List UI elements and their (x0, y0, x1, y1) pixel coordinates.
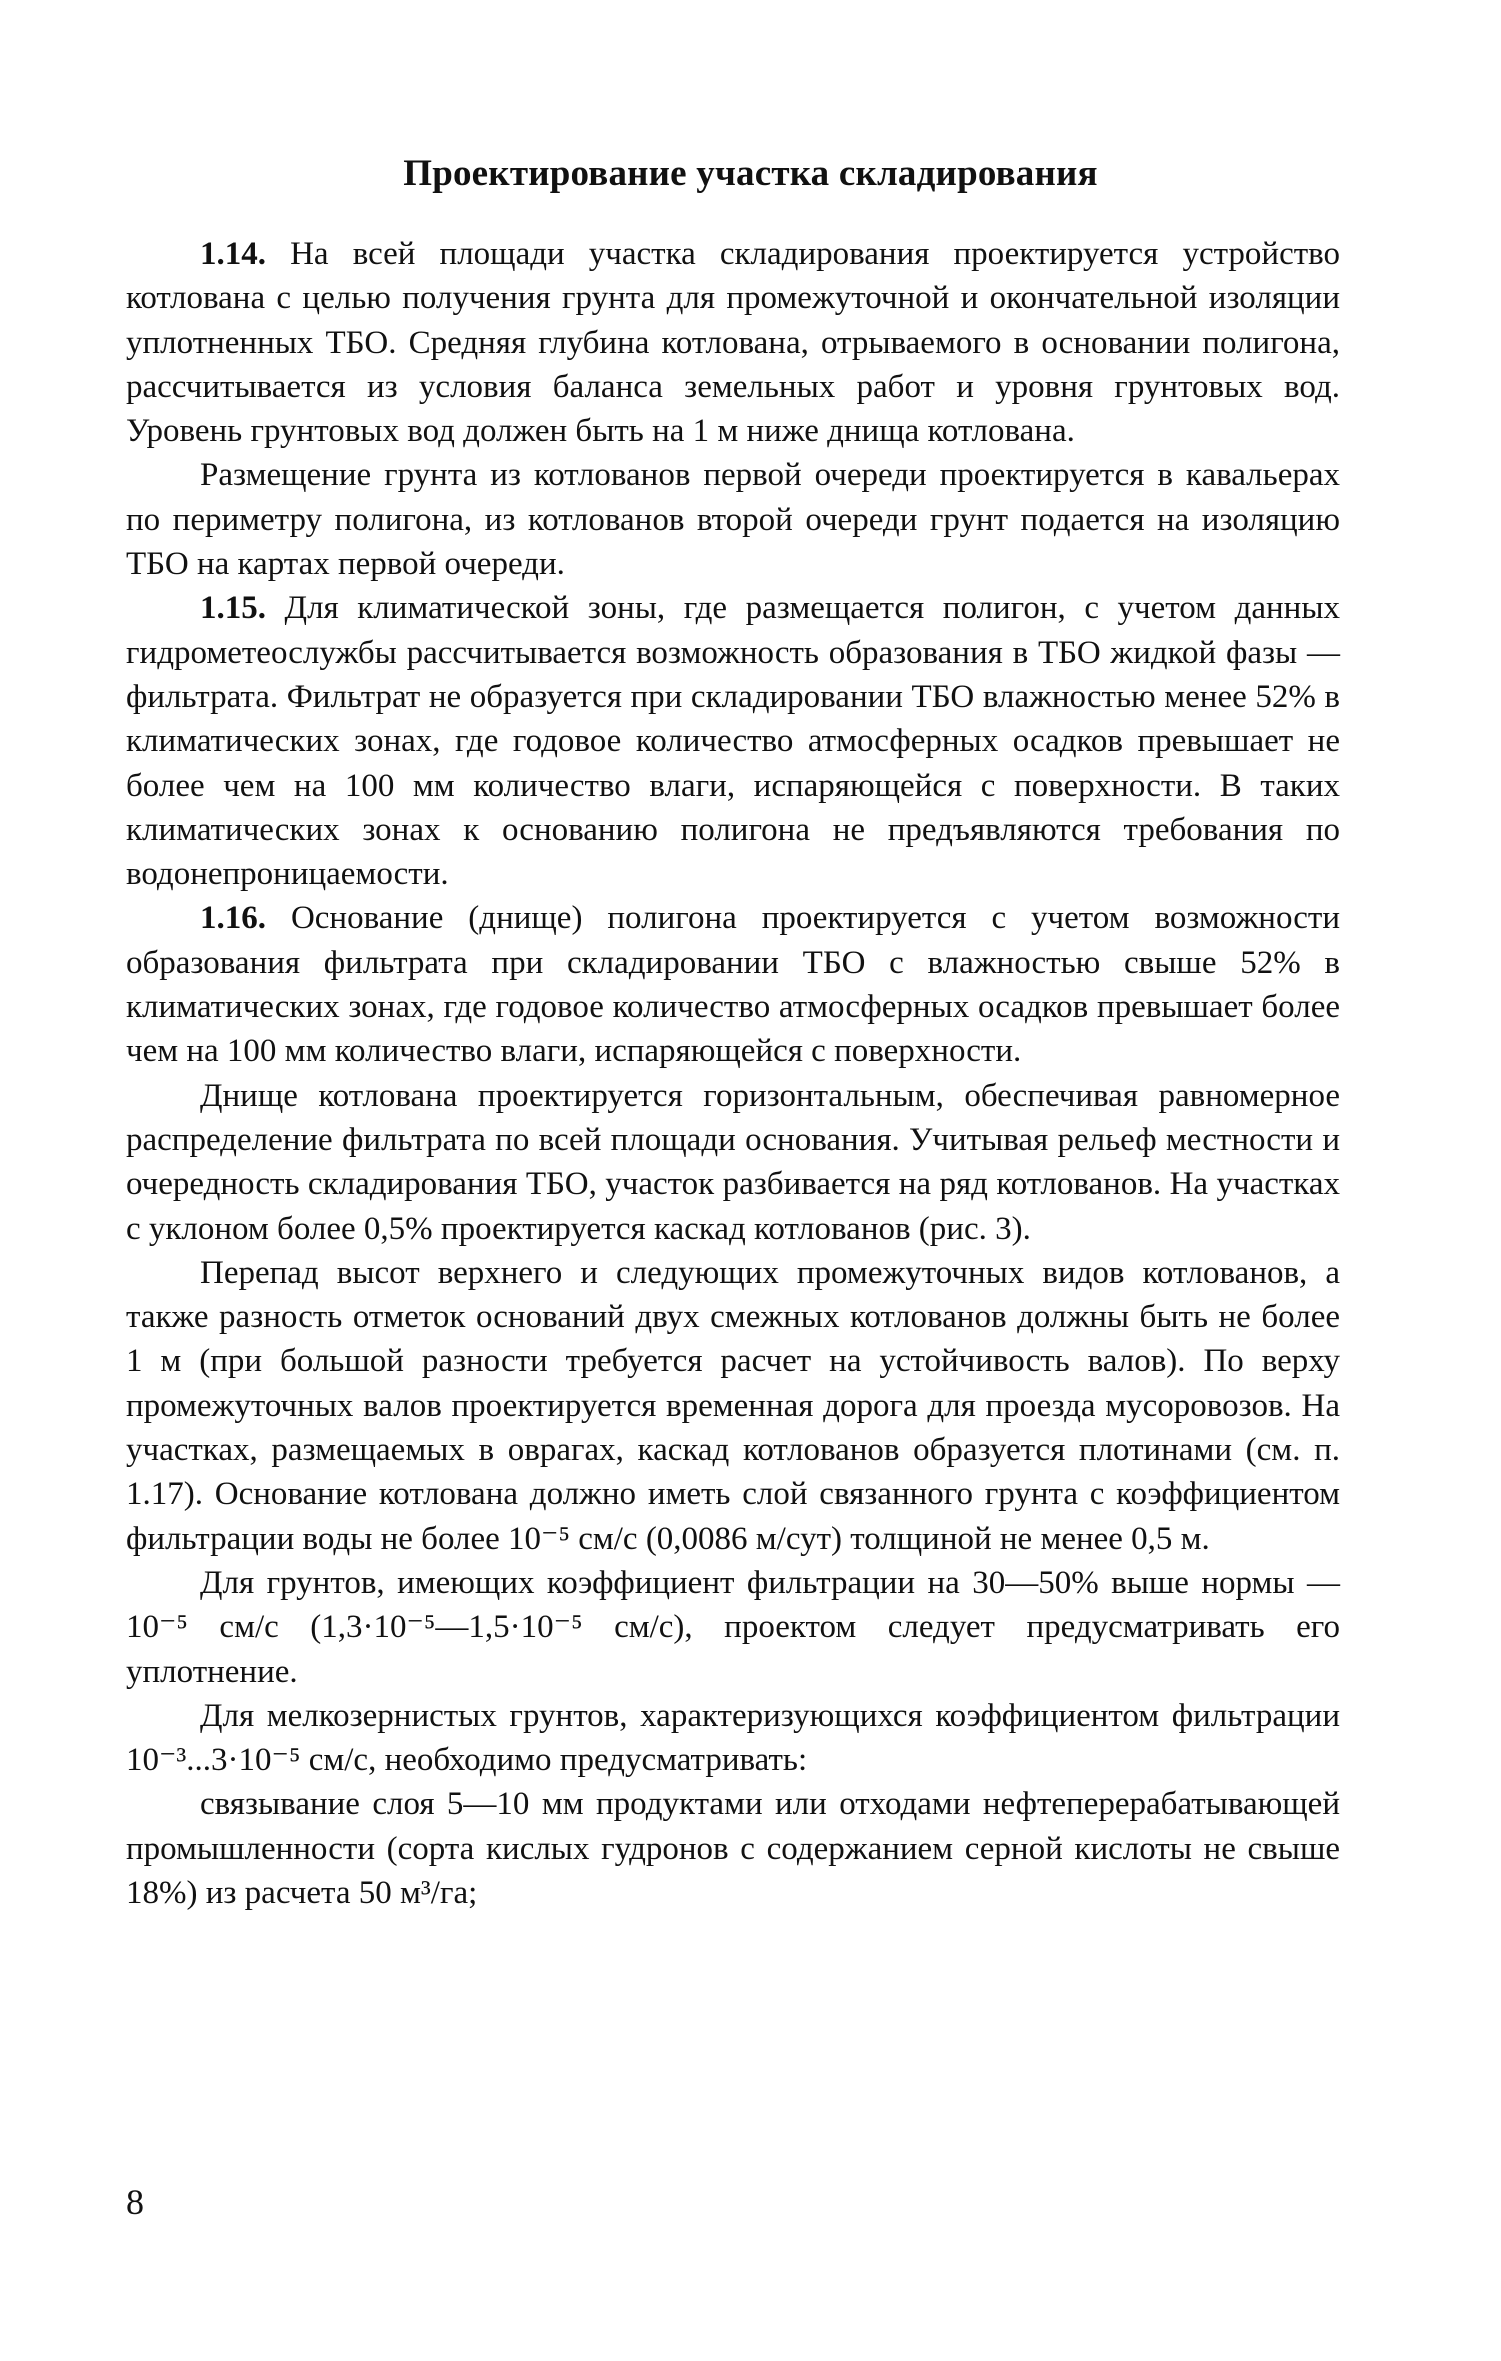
clause-number: 1.16. (200, 900, 266, 937)
paragraph-fine-soils (126, 1694, 1340, 1783)
paragraph-soil-compaction (126, 1561, 1340, 1694)
paragraph-text: Днище котлована проектируется горизонтальным, обеспечивая равномерное распределение фильтрата по всей площади основания. Учитывая рельеф местности и очередность складирования ТБО, участок разбивается на ряд котлованов. На участках с уклоном более 0,5% проектируется каскад котлованов (рис. 3). (126, 1077, 1340, 1247)
section-heading: Проектирование участка складирования (403, 153, 1098, 194)
paragraph-text: Для грунтов, имеющих коэффициент фильтрации на 30—50% выше нормы — 10⁻⁵ см/с (1,3·10⁻⁵—1,5·10⁻⁵ см/с), проектом следует предусматривать его уплотнение. (126, 1564, 1340, 1690)
paragraph-text: Основание (днище) полигона проектируется с учетом возможности образования фильтрата при складировании ТБО с влажностью свыше 52% в климатических зонах, где годовое количество атмосферных осадков превышает более чем на 100 мм количество влаги, испаряющейся с поверхности. (126, 900, 1340, 1070)
paragraph-1-15 (126, 586, 1340, 896)
paragraph-text: На всей площади участка складирования проектируется устройство котлована с целью получения грунта для промежуточной и окончательной изоляции уплотненных ТБО. Средняя глубина котлована, отрываемого в основании полигона, рассчитывается из условия баланса земельных работ и уровня грунтовых вод. Уровень грунтовых вод должен быть на 1 м ниже днища котлована. (126, 236, 1340, 450)
paragraph-height-difference (126, 1251, 1340, 1561)
page-number: 8 (126, 2182, 144, 2222)
paragraph-text: Для климатической зоны, где размещается полигон, с учетом данных гидрометеослужбы рассчитывается возможность образования в ТБО жидкой фазы — фильтрата. Фильтрат не образуется при складировании ТБО влажностью менее 52% в климатических зонах, где годовое количество атмосферных осадков превышает не более чем на 100 мм количество влаги, испаряющейся с поверхности. В таких климатических зонах к основанию полигона не предъявляются требования по водонепроницаемости. (126, 590, 1340, 893)
paragraph-text: связывание слоя 5—10 мм продуктами или отходами нефтеперерабатывающей промышленности (сорта кислых гудронов с содержанием серной кислоты не свыше 18%) из расчета 50 м³/га; (126, 1786, 1340, 1911)
clause-number: 1.14. (200, 236, 266, 272)
paragraph-1-16 (126, 896, 1340, 1073)
body-text (126, 232, 1340, 1915)
paragraph-text: Перепад высот верхнего и следующих промежуточных видов котлованов, а также разность отметок оснований двух смежных котлованов должны быть не более 1 м (при большой разности требуется расчет на устойчивость валов). По верху промежуточных валов проектируется временная дорога для проезда мусоровозов. На участках, размещаемых в оврагах, каскад котлованов образуется плотинами (см. п. 1.17). Основание котлована должно иметь слой связанного грунта с коэффициентом фильтрации воды не более 10⁻⁵ см/с (0,0086 м/сут) толщиной не менее 0,5 м. (126, 1254, 1340, 1557)
paragraph-text: Для мелкозернистых грунтов, характеризующихся коэффициентом фильтрации 10⁻³...3·10⁻⁵ см/с, необходимо предусматривать: (126, 1697, 1340, 1779)
paragraph-text: Размещение грунта из котлованов первой очереди проектируется в кавальерах по периметру полигона, из котлованов второй очереди грунт подается на изоляцию ТБО на картах первой очереди. (126, 457, 1340, 583)
paragraph-pit-bottom (126, 1074, 1340, 1251)
paragraph-soil-placement (126, 453, 1340, 586)
paragraph-layer-binding (126, 1782, 1340, 1915)
paragraph-1-14 (126, 232, 1340, 453)
clause-number: 1.15. (200, 590, 266, 627)
